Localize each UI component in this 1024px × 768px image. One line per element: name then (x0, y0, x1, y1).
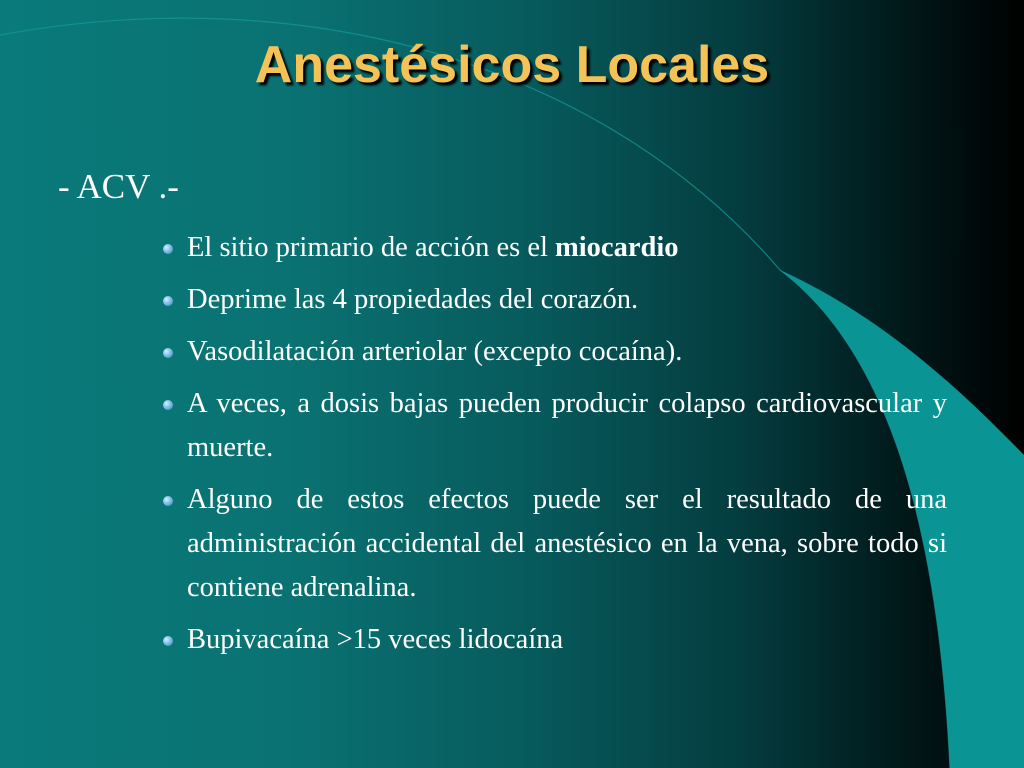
bullet-item (160, 330, 947, 374)
bullet-text: El sitio primario de acción es el (187, 232, 556, 263)
bullet-icon (163, 400, 173, 410)
bullet-icon (163, 296, 173, 306)
bullet-text: A veces, a dosis bajas pueden producir colapso cardiovascular y muerte. (187, 388, 947, 463)
bullet-text: Vasodilatación arteriolar (excepto cocaína). (187, 336, 683, 367)
bullet-icon (163, 636, 173, 646)
slide-title: Anestésicos Locales (254, 36, 770, 94)
bullet-bold-text: miocardio (555, 232, 679, 263)
bullet-icon (163, 496, 173, 506)
bullet-icon (163, 244, 173, 254)
bullet-text: Deprime las 4 propiedades del corazón. (187, 284, 639, 315)
bullet-item (160, 278, 947, 322)
bullet-item (160, 478, 947, 610)
bullet-icon (163, 348, 173, 358)
section-heading: - ACV .- (58, 167, 179, 206)
bullet-text: Alguno de estos efectos puede ser el resultado de una administración accidental del anestésico en la vena, sobre todo si contiene adrenalina. (187, 484, 947, 603)
bullet-item (160, 226, 947, 270)
bullet-text: Bupivacaína >15 veces lidocaína (187, 624, 564, 655)
bullet-item (160, 382, 947, 470)
bullet-list (160, 226, 947, 670)
bullet-item (160, 618, 947, 662)
